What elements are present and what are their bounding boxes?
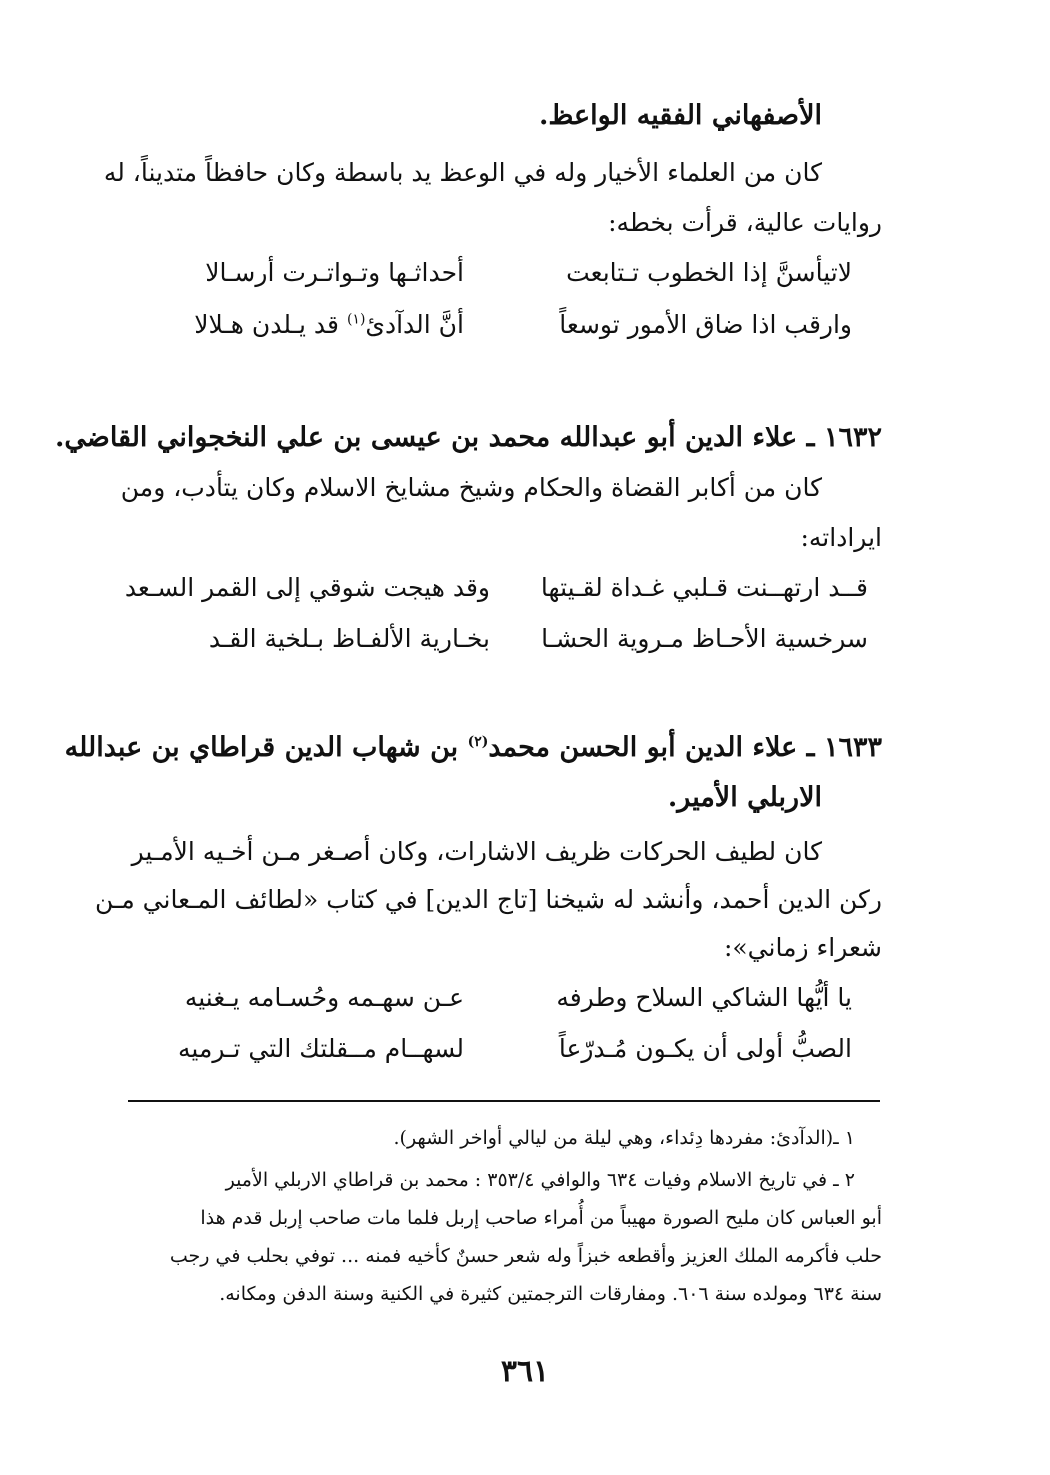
verse-hemistich-right: الصبُّ أولى أن يكـون مُـدرّعاً [558, 1034, 852, 1063]
verse-hemistich-left: وقد هيجت شوقي إلى القمر السـعد [124, 573, 490, 602]
footnote-2-line: ٢ ـ في تاريخ الاسلام وفيات ٦٣٤ والوافي ٣٥٣/٤ : محمد بن قراطاي الاربلي الأمير [225, 1169, 855, 1191]
verse-hemistich-right: لاتيأسنَّ إذا الخطوب تـتابعت [566, 258, 852, 287]
heading-text: بن شهاب الدين قراطاي بن عبدالله [64, 732, 468, 763]
verse-text: أنَّ الدآدئ [365, 310, 464, 339]
verse-text: قد يـلدن هـلالا [194, 310, 347, 339]
verse-hemistich-right: يا أيُّها الشاكي السلاح وطرفه [556, 983, 852, 1012]
verse-hemistich-right: وارقب اذا ضاق الأمور توسعاً [559, 310, 852, 339]
entry-1632-paragraph-line: كان من أكابر القضاة والحكام وشيخ مشايخ الاسلام وكان يتأدب، ومن [120, 473, 822, 502]
verse-hemistich-right: سرخسية الأحـاظ مـروية الحشـا [541, 624, 868, 653]
footnote-2-line: سنة ٦٣٤ ومولده سنة ٦٠٦. ومفارقات الترجمتين كثيرة في الكنية وسنة الدفن ومكانه. [219, 1283, 882, 1305]
verse-hemistich-left: بخـارية الألفـاظ بـلخية القـد [208, 624, 490, 653]
intro-paragraph-line: كان من العلماء الأخيار وله في الوعظ يد باسطة وكان حافظاً متديناً، له [103, 158, 822, 187]
page-number: ٣٦١ [500, 1354, 550, 1389]
footnote-2-line: حلب فأكرمه الملك العزيز وأقطعه خبزاً وله شعر حسنٌ كأخيه فمنه ... توفي بحلب في رجب [169, 1245, 882, 1267]
verse-hemistich-left: عـن سهـمه وحُسـامه يـغنيه [184, 983, 464, 1012]
verse-hemistich-left: لسهــام مــقلتك التي تـرميه [178, 1034, 464, 1063]
entry-1633-paragraph-line: شعراء زماني»: [723, 933, 882, 962]
footnote-1: ١ ـ(الدآدئ: مفردها دِئداء، وهي ليلة من ليالي أواخر الشهر). [393, 1127, 855, 1149]
intro-title-line: الأصفهاني الفقيه الواعظ. [539, 100, 822, 131]
entry-1633-heading [64, 730, 882, 766]
footnote-2-line: أبو العباس كان مليح الصورة مهيباً من أُمراء صاحب إربل فلما مات صاحب إربل قدم هذا [200, 1207, 882, 1229]
footnote-marker: (١) [346, 311, 366, 328]
verse-hemistich-left [124, 307, 464, 343]
entry-1633-heading-line2: الاربلي الأمير. [667, 782, 822, 813]
entry-1633-paragraph-line: ركن الدين أحمد، وأنشد له شيخنا [تاج الدين] في كتاب «لطائف المـعاني مـن [94, 885, 882, 914]
entry-1633-paragraph-line: كان لطيف الحركات ظريف الاشارات، وكان أصـغر مـن أخـيه الأمـير [131, 837, 822, 866]
entry-1632-paragraph-line: ايراداته: [800, 523, 882, 552]
verse-hemistich-left: أحداثـها وتـواتـرت أرسـالا [205, 258, 464, 287]
footnote-marker: (٢) [467, 734, 489, 750]
verse-hemistich-right: قــد ارتهــنت قـلبي غـداة لقـيتها [540, 573, 868, 602]
heading-text: ١٦٣٣ ـ علاء الدين أبو الحسن محمد [488, 732, 882, 763]
intro-paragraph-line: روايات عالية، قرأت بخطه: [608, 208, 882, 237]
entry-1632-heading: ١٦٣٢ ـ علاء الدين أبو عبدالله محمد بن عيسى بن علي النخجواني القاضي. [54, 422, 882, 453]
footnote-separator [128, 1100, 880, 1102]
